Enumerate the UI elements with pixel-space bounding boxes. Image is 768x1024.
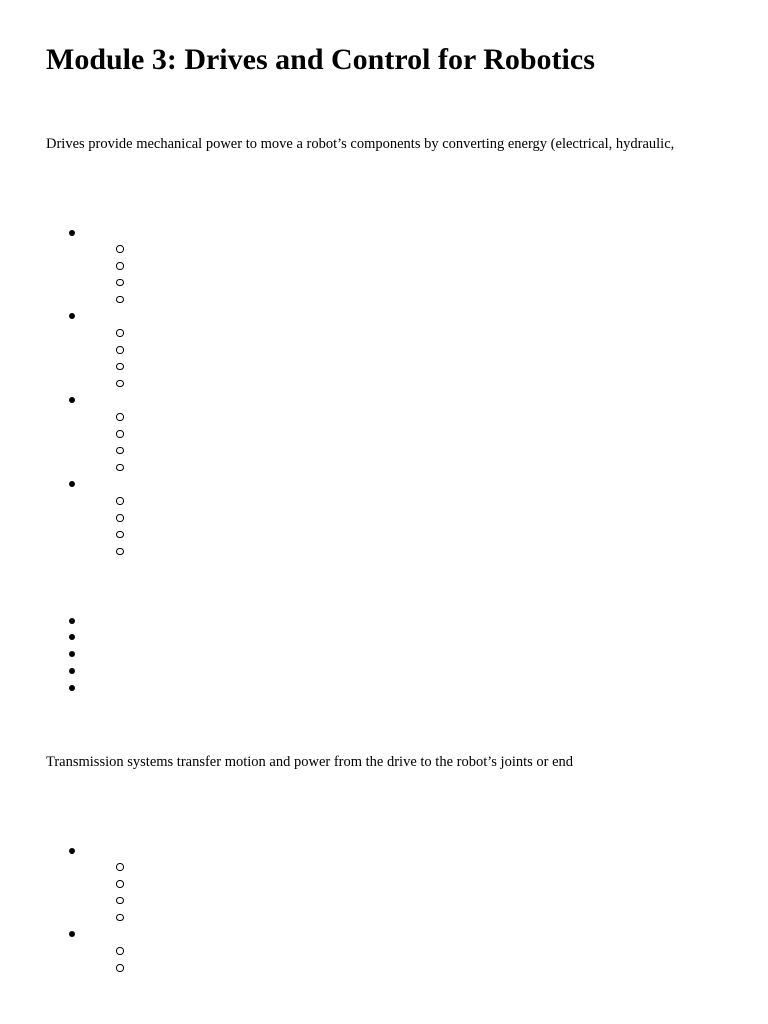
circle-marker bbox=[116, 880, 124, 888]
sub-list-item bbox=[0, 291, 768, 308]
sub-list-item bbox=[0, 325, 768, 342]
circle-marker bbox=[116, 447, 124, 455]
drive-types-list bbox=[0, 224, 768, 560]
circle-marker bbox=[116, 947, 124, 955]
circle-marker bbox=[116, 380, 124, 388]
circle-marker bbox=[116, 346, 124, 354]
circle-marker bbox=[116, 863, 124, 871]
sub-list-item bbox=[0, 358, 768, 375]
bullet-marker bbox=[69, 685, 75, 691]
sub-list-item bbox=[0, 241, 768, 258]
circle-marker bbox=[116, 296, 124, 304]
bullet-marker bbox=[69, 481, 75, 487]
sub-list-item bbox=[0, 426, 768, 443]
sub-list-item bbox=[0, 859, 768, 876]
sub-list-item bbox=[0, 943, 768, 960]
bullet-marker bbox=[69, 651, 75, 657]
circle-marker bbox=[116, 363, 124, 371]
sub-list-item bbox=[0, 510, 768, 527]
sub-list-item bbox=[0, 274, 768, 291]
sub-list-item bbox=[0, 876, 768, 893]
transmission-intro-paragraph: Transmission systems transfer motion and power from the drive to the robot’s joints or end bbox=[46, 754, 574, 770]
bullet-marker bbox=[69, 668, 75, 674]
circle-marker bbox=[116, 514, 124, 522]
bullet-marker bbox=[69, 848, 75, 854]
list-item bbox=[0, 646, 768, 663]
page-title: Module 3: Drives and Control for Robotics bbox=[46, 43, 595, 76]
sub-list-item bbox=[0, 543, 768, 560]
list-item bbox=[0, 476, 768, 493]
sub-list-item bbox=[0, 960, 768, 977]
circle-marker bbox=[116, 329, 124, 337]
bullet-marker bbox=[69, 618, 75, 624]
sub-list-item bbox=[0, 342, 768, 359]
drive-features-list bbox=[0, 612, 768, 696]
list-item bbox=[0, 679, 768, 696]
bullet-marker bbox=[69, 397, 75, 403]
circle-marker bbox=[116, 897, 124, 905]
sub-list-item bbox=[0, 375, 768, 392]
bullet-marker bbox=[69, 230, 75, 236]
list-item bbox=[0, 926, 768, 943]
sub-list-item bbox=[0, 459, 768, 476]
list-item bbox=[0, 842, 768, 859]
circle-marker bbox=[116, 279, 124, 287]
sub-list-item bbox=[0, 258, 768, 275]
bullet-marker bbox=[69, 931, 75, 937]
transmission-types-list bbox=[0, 842, 768, 976]
circle-marker bbox=[116, 531, 124, 539]
circle-marker bbox=[116, 245, 124, 253]
list-item bbox=[0, 612, 768, 629]
list-item bbox=[0, 662, 768, 679]
circle-marker bbox=[116, 464, 124, 472]
sub-list-item bbox=[0, 526, 768, 543]
circle-marker bbox=[116, 914, 124, 922]
list-item bbox=[0, 629, 768, 646]
circle-marker bbox=[116, 548, 124, 556]
circle-marker bbox=[116, 430, 124, 438]
drives-intro-paragraph: Drives provide mechanical power to move a robot’s components by converting energy (electrical, hydraulic, bbox=[46, 136, 675, 152]
list-item bbox=[0, 224, 768, 241]
circle-marker bbox=[116, 964, 124, 972]
circle-marker bbox=[116, 497, 124, 505]
sub-list-item bbox=[0, 442, 768, 459]
circle-marker bbox=[116, 262, 124, 270]
circle-marker bbox=[116, 413, 124, 421]
sub-list-item bbox=[0, 909, 768, 926]
sub-list-item bbox=[0, 892, 768, 909]
bullet-marker bbox=[69, 634, 75, 640]
sub-list-item bbox=[0, 409, 768, 426]
list-item bbox=[0, 392, 768, 409]
sub-list-item bbox=[0, 493, 768, 510]
bullet-marker bbox=[69, 313, 75, 319]
list-item bbox=[0, 308, 768, 325]
